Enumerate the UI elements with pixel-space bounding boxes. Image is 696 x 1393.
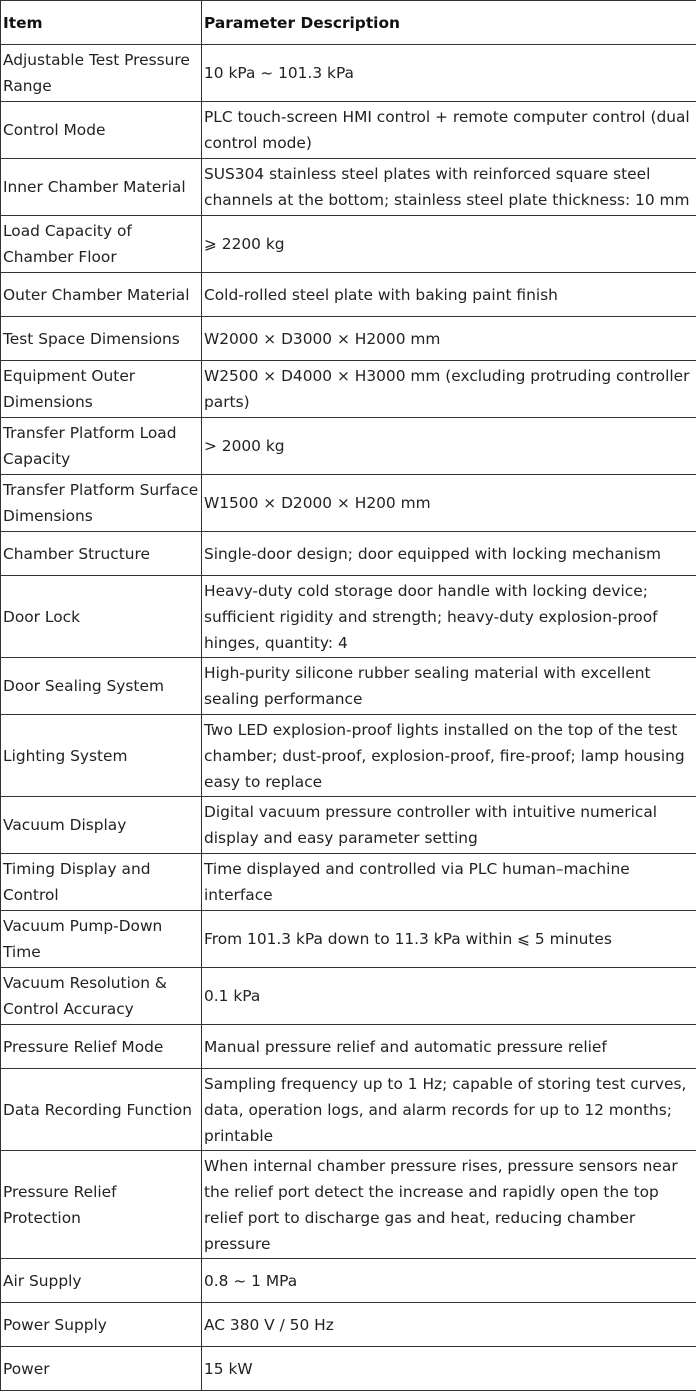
table-row xyxy=(1,361,696,418)
row-item: Timing Display and Control xyxy=(1,854,202,911)
row-item: Outer Chamber Material xyxy=(1,273,202,317)
row-description: High-purity silicone rubber sealing material with excellent sealing performance xyxy=(202,658,696,715)
row-description: AC 380 V / 50 Hz xyxy=(202,1303,696,1347)
row-item: Transfer Platform Surface Dimensions xyxy=(1,475,202,532)
row-description: Two LED explosion-proof lights installed on the top of the test chamber; dust-proof, explosion-proof, fire-proof; lamp housing easy to replace xyxy=(202,715,696,797)
row-description: W2000 × D3000 × H2000 mm xyxy=(202,317,696,361)
row-description: W2500 × D4000 × H3000 mm (excluding protruding controller parts) xyxy=(202,361,696,418)
row-item: Door Lock xyxy=(1,576,202,658)
header-description: Parameter Description xyxy=(202,1,696,45)
table-row xyxy=(1,658,696,715)
row-item: Lighting System xyxy=(1,715,202,797)
table-row xyxy=(1,854,696,911)
table-row xyxy=(1,102,696,159)
row-description: When internal chamber pressure rises, pressure sensors near the relief port detect the increase and rapidly open the top relief port to discharge gas and heat, reducing chamber pressure xyxy=(202,1151,696,1259)
row-item: Door Sealing System xyxy=(1,658,202,715)
row-description: Time displayed and controlled via PLC human–machine interface xyxy=(202,854,696,911)
table-row xyxy=(1,1069,696,1151)
header-item: Item xyxy=(1,1,202,45)
row-item: Vacuum Pump-Down Time xyxy=(1,911,202,968)
row-item: Control Mode xyxy=(1,102,202,159)
table-row xyxy=(1,1025,696,1069)
row-description: SUS304 stainless steel plates with reinforced square steel channels at the bottom; stainless steel plate thickness: 10 mm xyxy=(202,159,696,216)
table-row xyxy=(1,45,696,102)
row-description: 0.1 kPa xyxy=(202,968,696,1025)
table-row xyxy=(1,216,696,273)
row-description: > 2000 kg xyxy=(202,418,696,475)
table-row xyxy=(1,317,696,361)
table-row xyxy=(1,273,696,317)
row-description: Cold-rolled steel plate with baking paint finish xyxy=(202,273,696,317)
row-item: Pressure Relief Protection xyxy=(1,1151,202,1259)
row-item: Vacuum Resolution & Control Accuracy xyxy=(1,968,202,1025)
table-row xyxy=(1,159,696,216)
row-description: Manual pressure relief and automatic pressure relief xyxy=(202,1025,696,1069)
row-description: Sampling frequency up to 1 Hz; capable of storing test curves, data, operation logs, and alarm records for up to 12 months; printable xyxy=(202,1069,696,1151)
table-header-row xyxy=(1,1,696,45)
table-row xyxy=(1,576,696,658)
table-row xyxy=(1,1303,696,1347)
row-description: ⩾ 2200 kg xyxy=(202,216,696,273)
row-item: Power Supply xyxy=(1,1303,202,1347)
row-item: Test Space Dimensions xyxy=(1,317,202,361)
table-row xyxy=(1,475,696,532)
row-item: Inner Chamber Material xyxy=(1,159,202,216)
row-description: Heavy-duty cold storage door handle with locking device; sufficient rigidity and strength; heavy-duty explosion-proof hinges, quantity: 4 xyxy=(202,576,696,658)
row-description: Single-door design; door equipped with locking mechanism xyxy=(202,532,696,576)
row-description: 0.8 ~ 1 MPa xyxy=(202,1259,696,1303)
table-row xyxy=(1,418,696,475)
row-item: Load Capacity of Chamber Floor xyxy=(1,216,202,273)
row-description: From 101.3 kPa down to 11.3 kPa within ⩽ 5 minutes xyxy=(202,911,696,968)
row-item: Adjustable Test Pressure Range xyxy=(1,45,202,102)
table-row xyxy=(1,1151,696,1259)
table-row xyxy=(1,911,696,968)
row-item: Chamber Structure xyxy=(1,532,202,576)
table-row xyxy=(1,1347,696,1391)
row-description: PLC touch-screen HMI control + remote computer control (dual control mode) xyxy=(202,102,696,159)
row-item: Pressure Relief Mode xyxy=(1,1025,202,1069)
row-description: Digital vacuum pressure controller with intuitive numerical display and easy parameter setting xyxy=(202,797,696,854)
row-item: Transfer Platform Load Capacity xyxy=(1,418,202,475)
table-row xyxy=(1,797,696,854)
row-item: Data Recording Function xyxy=(1,1069,202,1151)
table-row xyxy=(1,715,696,797)
table-row xyxy=(1,968,696,1025)
row-item: Equipment Outer Dimensions xyxy=(1,361,202,418)
row-description: 10 kPa ~ 101.3 kPa xyxy=(202,45,696,102)
row-item: Vacuum Display xyxy=(1,797,202,854)
row-item: Power xyxy=(1,1347,202,1391)
row-description: W1500 × D2000 × H200 mm xyxy=(202,475,696,532)
row-item: Air Supply xyxy=(1,1259,202,1303)
row-description: 15 kW xyxy=(202,1347,696,1391)
table-row xyxy=(1,532,696,576)
table-row xyxy=(1,1259,696,1303)
